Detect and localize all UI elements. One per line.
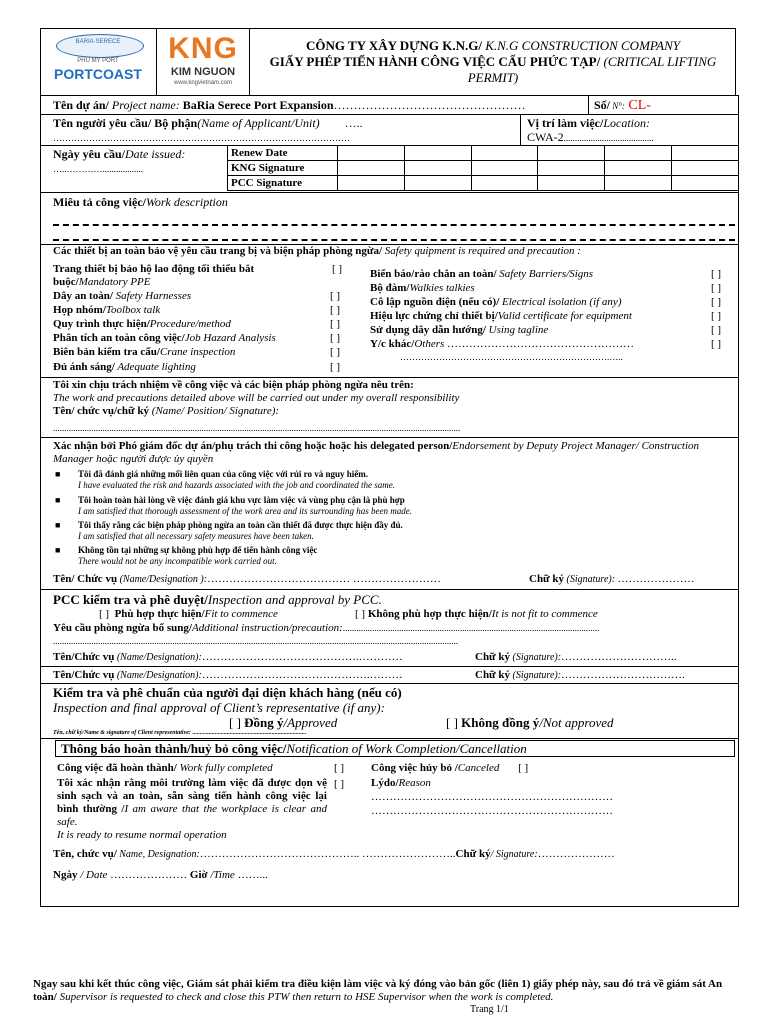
kng-cell-3[interactable]: [471, 161, 538, 176]
pcc-cell-5[interactable]: [605, 176, 672, 191]
safety-title: Các thiết bị an toàn bảo vệ yêu cầu trang bị và biện pháp phòng ngừa/ Safety quipment is required and precaution :: [53, 245, 581, 257]
bullet-icon: ■: [55, 469, 61, 479]
pcc-name-field[interactable]: …………………………………….…………: [201, 651, 403, 663]
project-row: Tên dự án/ Project name: BaRia Serece Port Expansion…………………………………………: [53, 98, 526, 112]
applicant-field[interactable]: ………………………………………………………………………………………: [53, 133, 350, 143]
endorsement-signature: Tên/ Chức vụ (Name/Designation ):………………………………… …………………… Chữ ký (Signature): …………………: [53, 573, 695, 585]
checkbox-not-approved[interactable]: [ ]: [446, 715, 458, 730]
work-description: Miêu tả công việc/Work description: [53, 195, 228, 209]
portcoast-sub: PHU MY PORT: [77, 58, 119, 64]
footer-note: Ngay sau khi kết thúc công việc, Giám sát phải kiểm tra điều kiện làm việc và ký đóng vào bản gốc (liên 1) giấy phép này, sau đó trả về giám sát An toàn/ Supervisor is requested to check and close this PTW then return to HSE Supervisor when the work is completed.: [33, 978, 723, 1003]
completion-time-field[interactable]: ……...: [237, 869, 268, 881]
logo-kng: [160, 34, 246, 92]
pcc-cell-2[interactable]: [404, 176, 471, 191]
pcc-signature-2: Tên/Chức vụ (Name/Designation):……………………………………….……… Chữ ký (Signature):…………………………….: [53, 669, 685, 681]
checkbox-crane[interactable]: [ ]: [330, 346, 341, 358]
kng-signature-label: KNG Signature: [228, 161, 338, 176]
permit-number-field[interactable]: CL-: [624, 98, 651, 113]
logo-portcoast: [44, 32, 152, 92]
others-field[interactable]: ……………………………………………: [447, 338, 635, 350]
client-section: Kiểm tra và phê chuẩn của người đại diện khách hàng (nếu có) Inspection and final approval of Client’s representative (if any):: [53, 685, 402, 715]
renew-cell-2[interactable]: [404, 146, 471, 161]
pcc-signature-label: PCC Signature: [228, 176, 338, 191]
completion-datetime: Ngày / Date ………………… Giờ /Time ……...: [53, 869, 268, 881]
completion-left: Công việc đã hoàn thành/ Work fully completed Tôi xác nhận rằng môi trường làm việc đã được dọn vệ sinh sạch và an toàn, sẵn sàng tiến hành công việc lại bình thường /I am aware that the workplace is clear and safe. It is ready to resume normal operation: [57, 762, 327, 841]
kng-cell-5[interactable]: [605, 161, 672, 176]
responsibility-signature-field[interactable]: .....................................................................................................................................................................................: [53, 423, 461, 433]
renew-date-label: Renew Date: [228, 146, 338, 161]
completion-signature-field[interactable]: …………………: [537, 848, 615, 860]
pcc-signature-1: Tên/Chức vụ (Name/Designation):…………………………………….………… Chữ ký (Signature):…………………………..: [53, 651, 677, 663]
renew-cell-1[interactable]: [338, 146, 405, 161]
endorsement-title: Xác nhận bởi Phó giám đốc dự án/phụ trách thi công hoặc hoặc his delegated person/Endorsement by Deputy Project Manager/ Construction Manager hoặc người được ủy quyền: [53, 440, 700, 465]
pcc-title: PCC kiểm tra và phê duyệt/Inspection and approval by PCC.: [53, 592, 382, 607]
checkbox-isolation[interactable]: [ ]: [711, 296, 722, 308]
portcoast-name: PORTCOAST: [54, 66, 142, 82]
checkbox-confirm[interactable]: [ ]: [334, 778, 345, 790]
checkbox-ppe[interactable]: [ ]: [332, 263, 343, 275]
completion-name-field[interactable]: …………………………………….. ……………………..: [199, 848, 456, 860]
portcoast-emblem-icon: [56, 34, 144, 58]
checkbox-certificate[interactable]: [ ]: [711, 310, 722, 322]
pcc-sig-field[interactable]: …………………………..: [561, 651, 677, 663]
renew-cell-6[interactable]: [672, 146, 739, 161]
safety-right-list: Biển báo/rào chắn an toàn/ Safety Barriers/Signs Bộ đàm/Walkies talkies Cô lập nguồn điện (nếu có)/ Electrical isolation (if any) Hiệu lực chứng chỉ thiết bị/Valid certificate for equipment Sử dụng dây dẫn hướng/ Using tagline Y/c khác/Others …………………………………………… …………………………………………………………….…..: [370, 268, 710, 366]
checkbox-fit[interactable]: [ ]: [99, 608, 110, 620]
renew-cell-5[interactable]: [605, 146, 672, 161]
checkbox-harness[interactable]: [ ]: [330, 290, 341, 302]
date-issued-field[interactable]: …..…………..................: [53, 164, 143, 174]
kng-cell-6[interactable]: [672, 161, 739, 176]
kng-cell-2[interactable]: [404, 161, 471, 176]
checkbox-cancel[interactable]: [ ]: [518, 762, 529, 774]
completion-right: Công việc hủy bỏ /Canceled [ ] Lýdo/Reason ………………………………………………………… …………………………………………………………: [371, 762, 731, 819]
bullet-icon: ■: [55, 520, 61, 530]
bullet-icon: ■: [55, 545, 61, 555]
checkbox-barriers[interactable]: [ ]: [711, 268, 722, 280]
header-title: CÔNG TY XÂY DỰNG K.N.G/ K.N.G CONSTRUCTION COMPANY GIẤY PHÉP TIẾN HÀNH CÔNG VIỆC CẨU PHỨC TẠP/ (CRITICAL LIFTING PERMIT): [269, 38, 717, 85]
endorsement-name-field[interactable]: ………………………………… ……………………: [207, 573, 441, 585]
safety-left-checkboxes: [330, 263, 342, 375]
renew-cell-4[interactable]: [538, 146, 605, 161]
checkbox-others[interactable]: [ ]: [711, 338, 722, 350]
checkbox-lighting[interactable]: [ ]: [330, 361, 341, 373]
checkbox-toolbox[interactable]: [ ]: [330, 304, 341, 316]
kng-cell-1[interactable]: [338, 161, 405, 176]
kng-name: KNG: [168, 32, 238, 65]
reason-field[interactable]: …………………………………………………………: [371, 791, 613, 803]
endorsement-signature-field[interactable]: …………………: [617, 573, 695, 585]
pcc-options: [ ] Phù hợp thực hiện/Fit to commence [ ] Không phù hợp thực hiện/It is not fit to commence: [99, 608, 598, 620]
completion-signature: Tên, chức vụ/ Name, Designation:…………………………………….. ……………………..Chữ ký/ Signature:…………………: [53, 848, 615, 860]
client-signature[interactable]: Tên, chữ ký/Name & signature of Client representative: ............................................................................: [53, 730, 307, 736]
signature-table: [227, 145, 739, 191]
renew-cell-3[interactable]: [471, 146, 538, 161]
page-number: Trang 1/1: [470, 1004, 509, 1015]
checkbox-not-fit[interactable]: [ ]: [355, 608, 366, 620]
location-field[interactable]: Vị trí làm việc/Location: CWA-2........................................: [527, 116, 654, 144]
safety-left-list: Trang thiết bị bảo hộ lao động tối thiểu bắt buộc/Mandatory PPE Dây an toàn/ Safety Harnesses Họp nhóm/Toolbox talk Quy trình thực hiện/Procedure/method Phân tích an toàn công việc/Job Hazard Analysis Biên bản kiểm tra cẩu/Crane inspection Đủ ánh sáng/ Adequate lighting: [53, 263, 276, 373]
kng-cell-4[interactable]: [538, 161, 605, 176]
pcc-additional: Yêu cầu phòng ngừa bổ sung/Additional instruction/precaution:.................................................................................................................. ....................................................................................................................................................................................: [53, 622, 600, 646]
kng-sub: KIM NGUON: [170, 66, 236, 78]
project-name-field[interactable]: BaRia Serece Port Expansion: [179, 98, 334, 112]
completion-title: Thông báo hoàn thành/huỷ bỏ công việc/Notification of Work Completion/Cancellation: [61, 741, 527, 756]
pcc-cell-3[interactable]: [471, 176, 538, 191]
checkbox-tagline[interactable]: [ ]: [711, 324, 722, 336]
others-field-2[interactable]: …………………………………………………………….…..: [400, 352, 623, 362]
checkbox-jha[interactable]: [ ]: [330, 332, 341, 344]
checkbox-approved[interactable]: [ ]: [229, 715, 241, 730]
applicant-row: Tên người yêu cầu/ Bộ phận(Name of Applicant/Unit) ….. ………………………………………………………………………………………: [53, 116, 363, 143]
checkbox-walkies[interactable]: [ ]: [711, 282, 722, 294]
endorsement-bullets: ■ Tôi đã đánh giá những mối liên quan của công việc với rủi ro và nguy hiểm. I have evaluated the risk and hazards associated with the job and coordinated the same. ■ Tôi hoàn toàn hài lòng về việc đánh giá khu vực làm việc và vùng phụ cận là phù hợp I am satisfied that thorough assessment of the work area and its surrounding has been made. ■ Tôi thấy rằng các biện pháp phòng ngừa an toàn cần thiết đã được thực hiện đầy đủ. I am satisfied that all necessary safety measures have been taken. ■ Không tồn tại những sự không phù hợp để tiến hành công việc There would not be any incompatible work carried out.: [55, 469, 412, 566]
pcc-cell-4[interactable]: [538, 176, 605, 191]
pcc-additional-field-2[interactable]: ....................................................................................................................................................................................: [53, 636, 458, 646]
pcc-cell-6[interactable]: [672, 176, 739, 191]
completion-date-field[interactable]: …………………: [110, 869, 188, 881]
bullet-icon: ■: [55, 495, 61, 505]
pcc-name-field-2[interactable]: ……………………………………….………: [201, 669, 403, 681]
client-options: [ ] Đồng ý/Approved [ ] Không đồng ý/Not approved: [229, 715, 614, 730]
kng-url: www.kngvietnam.com: [173, 80, 233, 86]
checkbox-done[interactable]: [ ]: [334, 762, 345, 774]
responsibility-section: Tôi xin chịu trách nhiệm về công việc và các biện pháp phòng ngừa nêu trên: The work and precautions detailed above will be carried out under my overall responsibility Tên/ chức vụ/chữ ký (Name/ Position/ Signature): .....................................................................................................................................................................................: [53, 379, 733, 434]
pcc-cell-1[interactable]: [338, 176, 405, 191]
pcc-additional-field[interactable]: ..................................................................................................................: [342, 623, 600, 633]
date-issued: Ngày yêu cầu/Date issued: …..…………..................: [53, 147, 186, 174]
reason-field-2[interactable]: …………………………………………………………: [371, 805, 613, 817]
pcc-sig-field-2[interactable]: …………………………….: [561, 669, 685, 681]
safety-right-checkboxes: [711, 268, 721, 352]
permit-number: Số/ N°: CL-: [594, 98, 651, 113]
checkbox-procedure[interactable]: [ ]: [330, 318, 341, 330]
work-description-field[interactable]: [53, 212, 735, 244]
portcoast-top: BARIA·SERECE: [75, 39, 121, 45]
